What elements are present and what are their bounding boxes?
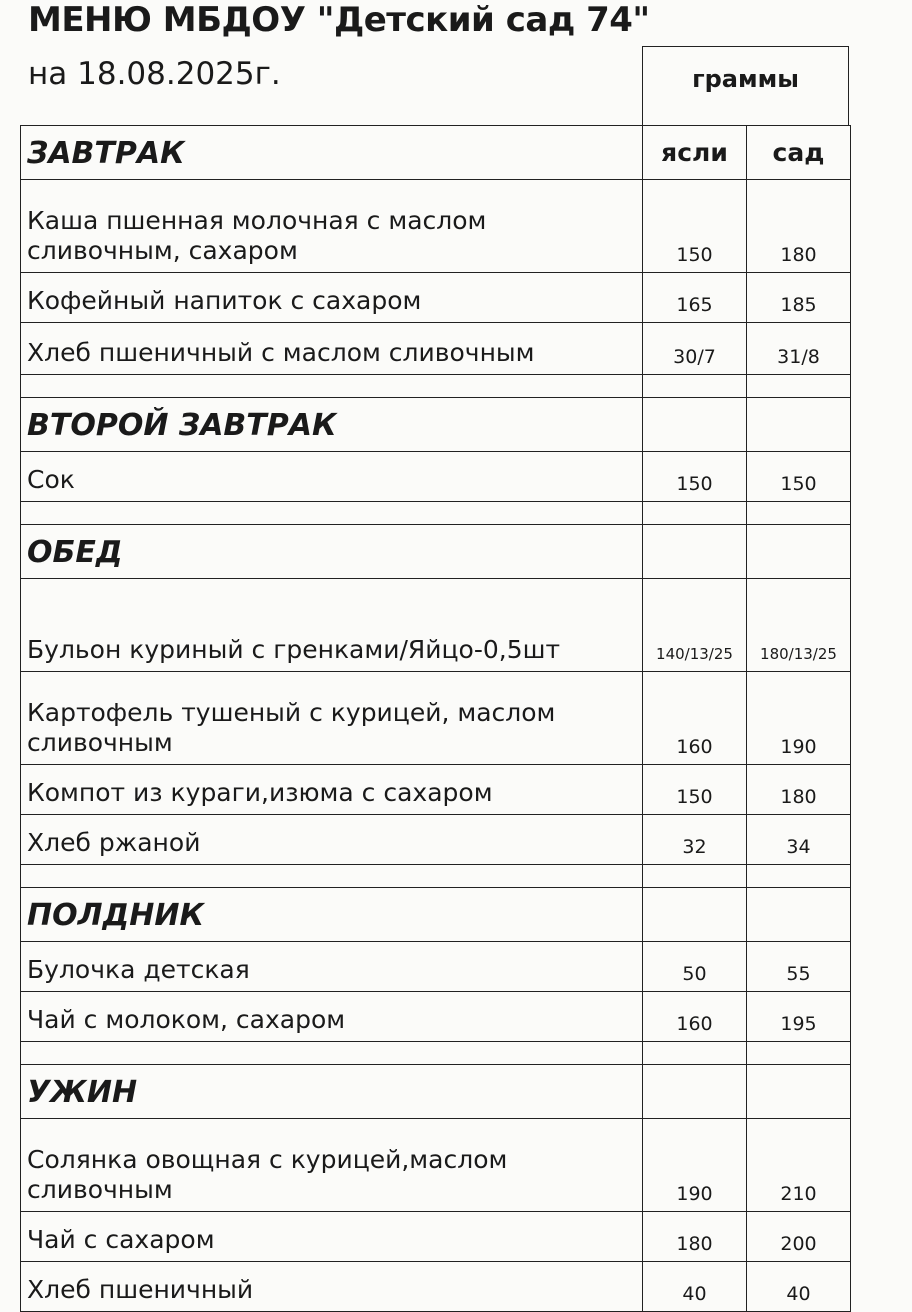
nursery-grams: 190 <box>643 1119 747 1212</box>
garden-grams: 40 <box>747 1262 851 1312</box>
dish-name: Хлеб пшеничный с маслом сливочным <box>21 323 643 375</box>
garden-grams: 180/13/25 <box>747 579 851 672</box>
table-row <box>21 815 851 865</box>
dish-name: Кофейный напиток с сахаром <box>21 273 643 323</box>
dish-name: Хлеб ржаной <box>21 815 643 865</box>
dish-name: Бульон куриный с гренками/Яйцо-0,5шт <box>21 579 643 672</box>
nursery-grams: 32 <box>643 815 747 865</box>
garden-grams: 200 <box>747 1212 851 1262</box>
nursery-grams: 40 <box>643 1262 747 1312</box>
garden-grams: 31/8 <box>747 323 851 375</box>
table-row <box>21 765 851 815</box>
garden-grams: 210 <box>747 1119 851 1212</box>
garden-grams: 180 <box>747 765 851 815</box>
spacer-row <box>21 865 851 888</box>
dish-name: Картофель тушеный с курицей, маслом сливочным <box>21 672 643 765</box>
nursery-grams: 30/7 <box>643 323 747 375</box>
nursery-grams: 160 <box>643 672 747 765</box>
table-row <box>21 1119 851 1212</box>
section-header-row <box>21 888 851 942</box>
section-title: УЖИН <box>21 1065 643 1119</box>
menu-table <box>20 125 851 1312</box>
table-row <box>21 273 851 323</box>
table-row <box>21 1212 851 1262</box>
section-header-row <box>21 525 851 579</box>
garden-grams: 190 <box>747 672 851 765</box>
nursery-grams: 50 <box>643 942 747 992</box>
garden-grams: 150 <box>747 452 851 502</box>
section-title: ВТОРОЙ ЗАВТРАК <box>21 398 643 452</box>
nursery-grams: 150 <box>643 765 747 815</box>
spacer-row <box>21 502 851 525</box>
garden-grams: 180 <box>747 180 851 273</box>
column-header-nursery: ясли <box>643 126 747 180</box>
table-row <box>21 992 851 1042</box>
table-row <box>21 1262 851 1312</box>
dish-name: Сок <box>21 452 643 502</box>
spacer-row <box>21 375 851 398</box>
grams-header <box>642 46 849 126</box>
nursery-grams: 140/13/25 <box>643 579 747 672</box>
section-title: ЗАВТРАК <box>21 126 643 180</box>
grams-label: граммы <box>692 65 799 93</box>
section-title: ПОЛДНИК <box>21 888 643 942</box>
table-row <box>21 180 851 273</box>
dish-name: Каша пшенная молочная с маслом сливочным, сахаром <box>21 180 643 273</box>
menu-date: на 18.08.2025г. <box>28 56 281 92</box>
section-header-row <box>21 126 851 180</box>
garden-grams: 185 <box>747 273 851 323</box>
nursery-grams: 160 <box>643 992 747 1042</box>
section-title: ОБЕД <box>21 525 643 579</box>
section-header-row <box>21 398 851 452</box>
dish-name: Булочка детская <box>21 942 643 992</box>
table-row <box>21 942 851 992</box>
dish-name: Чай с сахаром <box>21 1212 643 1262</box>
garden-grams: 34 <box>747 815 851 865</box>
dish-name: Компот из кураги,изюма с сахаром <box>21 765 643 815</box>
garden-grams: 195 <box>747 992 851 1042</box>
page-title: МЕНЮ МБДОУ "Детский сад 74" <box>28 0 650 40</box>
table-row <box>21 452 851 502</box>
section-header-row <box>21 1065 851 1119</box>
column-header-garden: сад <box>747 126 851 180</box>
nursery-grams: 165 <box>643 273 747 323</box>
dish-name: Чай с молоком, сахаром <box>21 992 643 1042</box>
nursery-grams: 150 <box>643 180 747 273</box>
spacer-row <box>21 1042 851 1065</box>
table-row <box>21 579 851 672</box>
dish-name: Хлеб пшеничный <box>21 1262 643 1312</box>
nursery-grams: 180 <box>643 1212 747 1262</box>
table-row <box>21 672 851 765</box>
nursery-grams: 150 <box>643 452 747 502</box>
garden-grams: 55 <box>747 942 851 992</box>
dish-name: Солянка овощная с курицей,маслом сливочным <box>21 1119 643 1212</box>
table-row <box>21 323 851 375</box>
